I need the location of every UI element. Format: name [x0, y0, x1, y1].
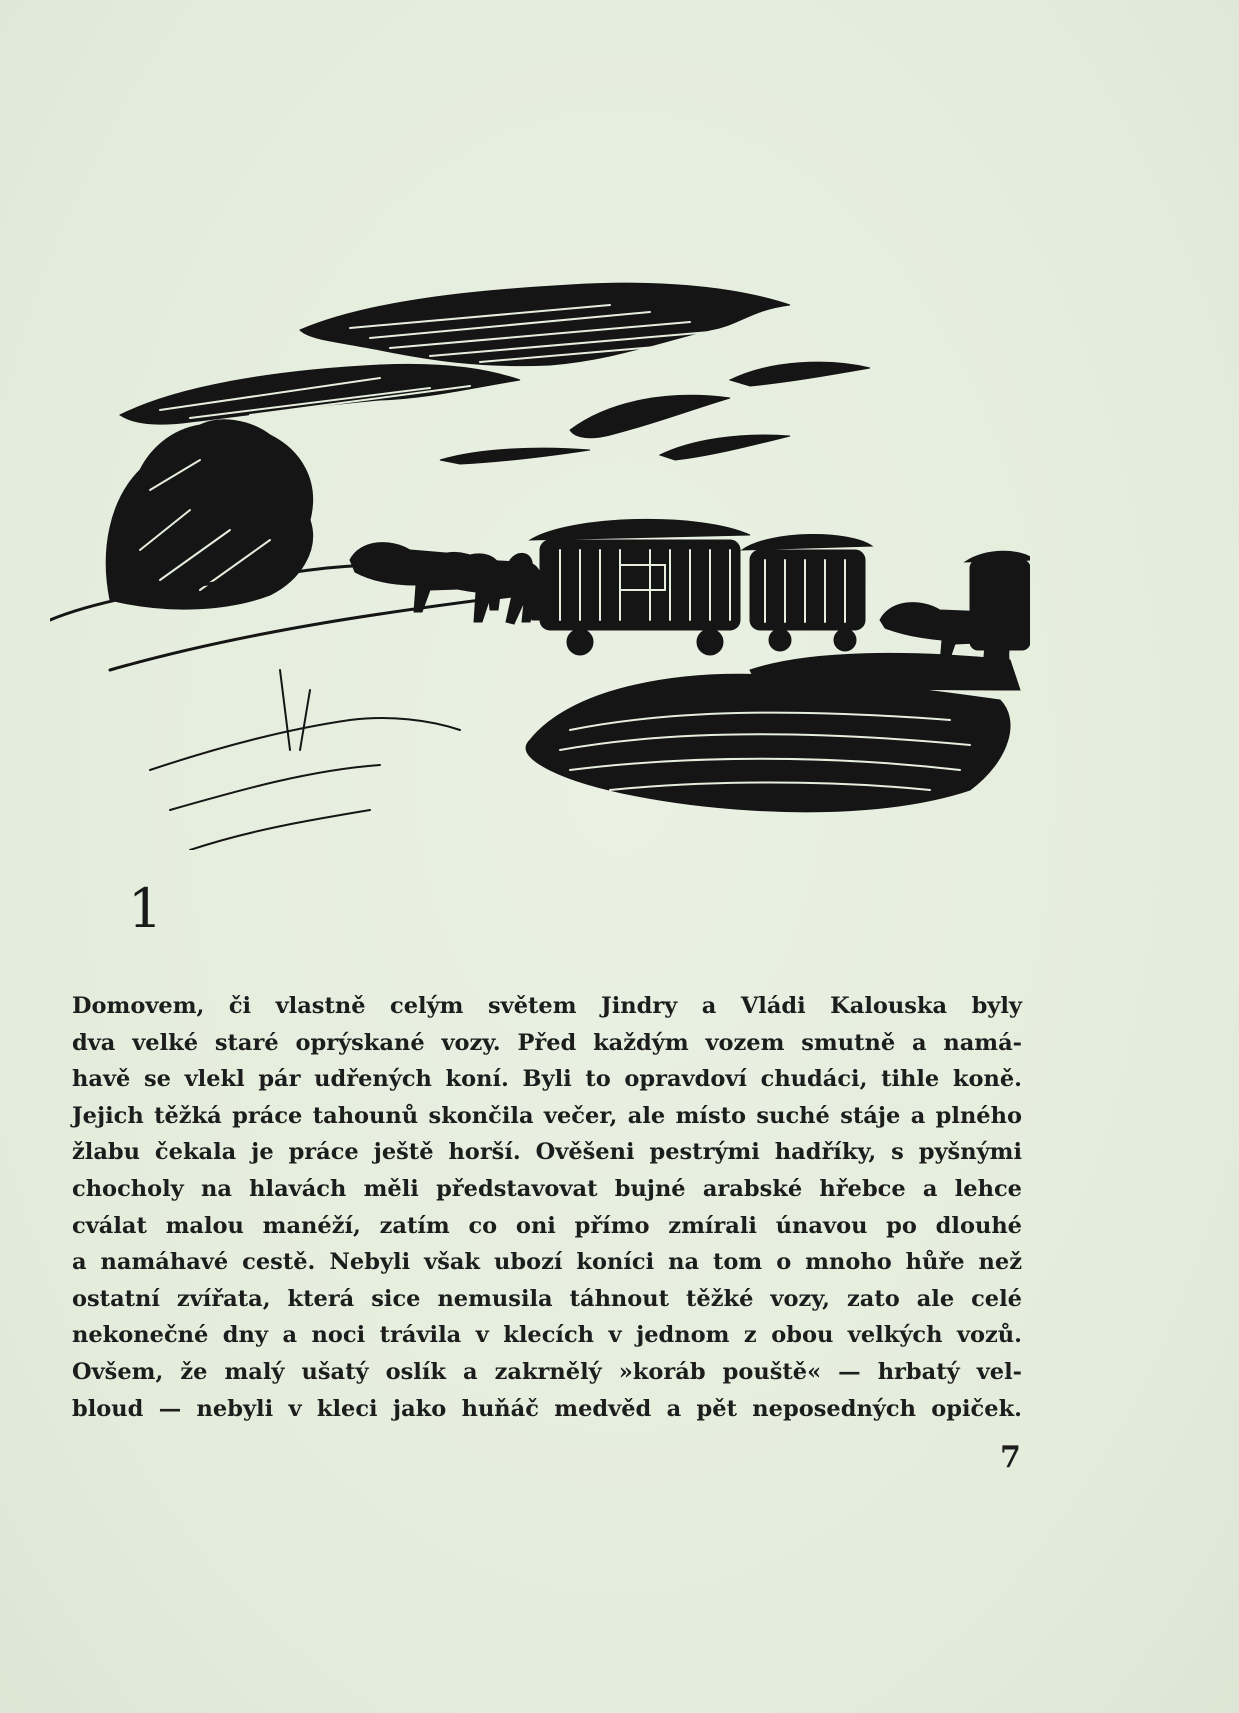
text-line: havě se vlekl pár udřených koní. Byli to opravdoví chudáci, tihle koně.: [72, 1066, 1022, 1093]
chapter-body-text: [72, 988, 1022, 1427]
page-number: 7: [1000, 1440, 1021, 1475]
text-line: cválat malou manéží, zatím co oni přímo zmírali únavou po dlouhé: [72, 1212, 1022, 1239]
text-line: ostatní zvířata, která sice nemusila táhnout těžké vozy, zato ale celé: [72, 1285, 1022, 1312]
text-line: žlabu čekala je práce ještě horší. Ověšeni pestrými hadříky, s pyšnými: [72, 1139, 1022, 1166]
text-line: bloud — nebyli v kleci jako huňáč medvěd a pět neposedných opiček.: [72, 1395, 1022, 1422]
text-line: nekonečné dny a noci trávila v klecích v jednom z obou velkých vozů.: [72, 1322, 1022, 1349]
text-line: dva velké staré oprýskané vozy. Před každým vozem smutně a namá-: [72, 1029, 1022, 1056]
text-line: a namáhavé cestě. Nebyli však ubozí koníci na tom o mnoho hůře než: [72, 1249, 1022, 1276]
text-line: Domovem, či vlastně celým světem Jindry a Vládi Kalouska byly: [72, 993, 1022, 1019]
text-line: chocholy na hlavách měli představovat bujné arabské hřebce a lehce: [72, 1175, 1022, 1202]
text-line: Ovšem, že malý ušatý oslík a zakrnělý »koráb pouště« — hrbatý vel-: [72, 1358, 1022, 1385]
text-line: Jejich těžká práce tahounů skončila večer, ale místo suché stáje a plného: [72, 1102, 1022, 1129]
caravan-wagons-horses-landscape-illustration: [50, 250, 1030, 850]
chapter-number: 1: [128, 877, 163, 940]
